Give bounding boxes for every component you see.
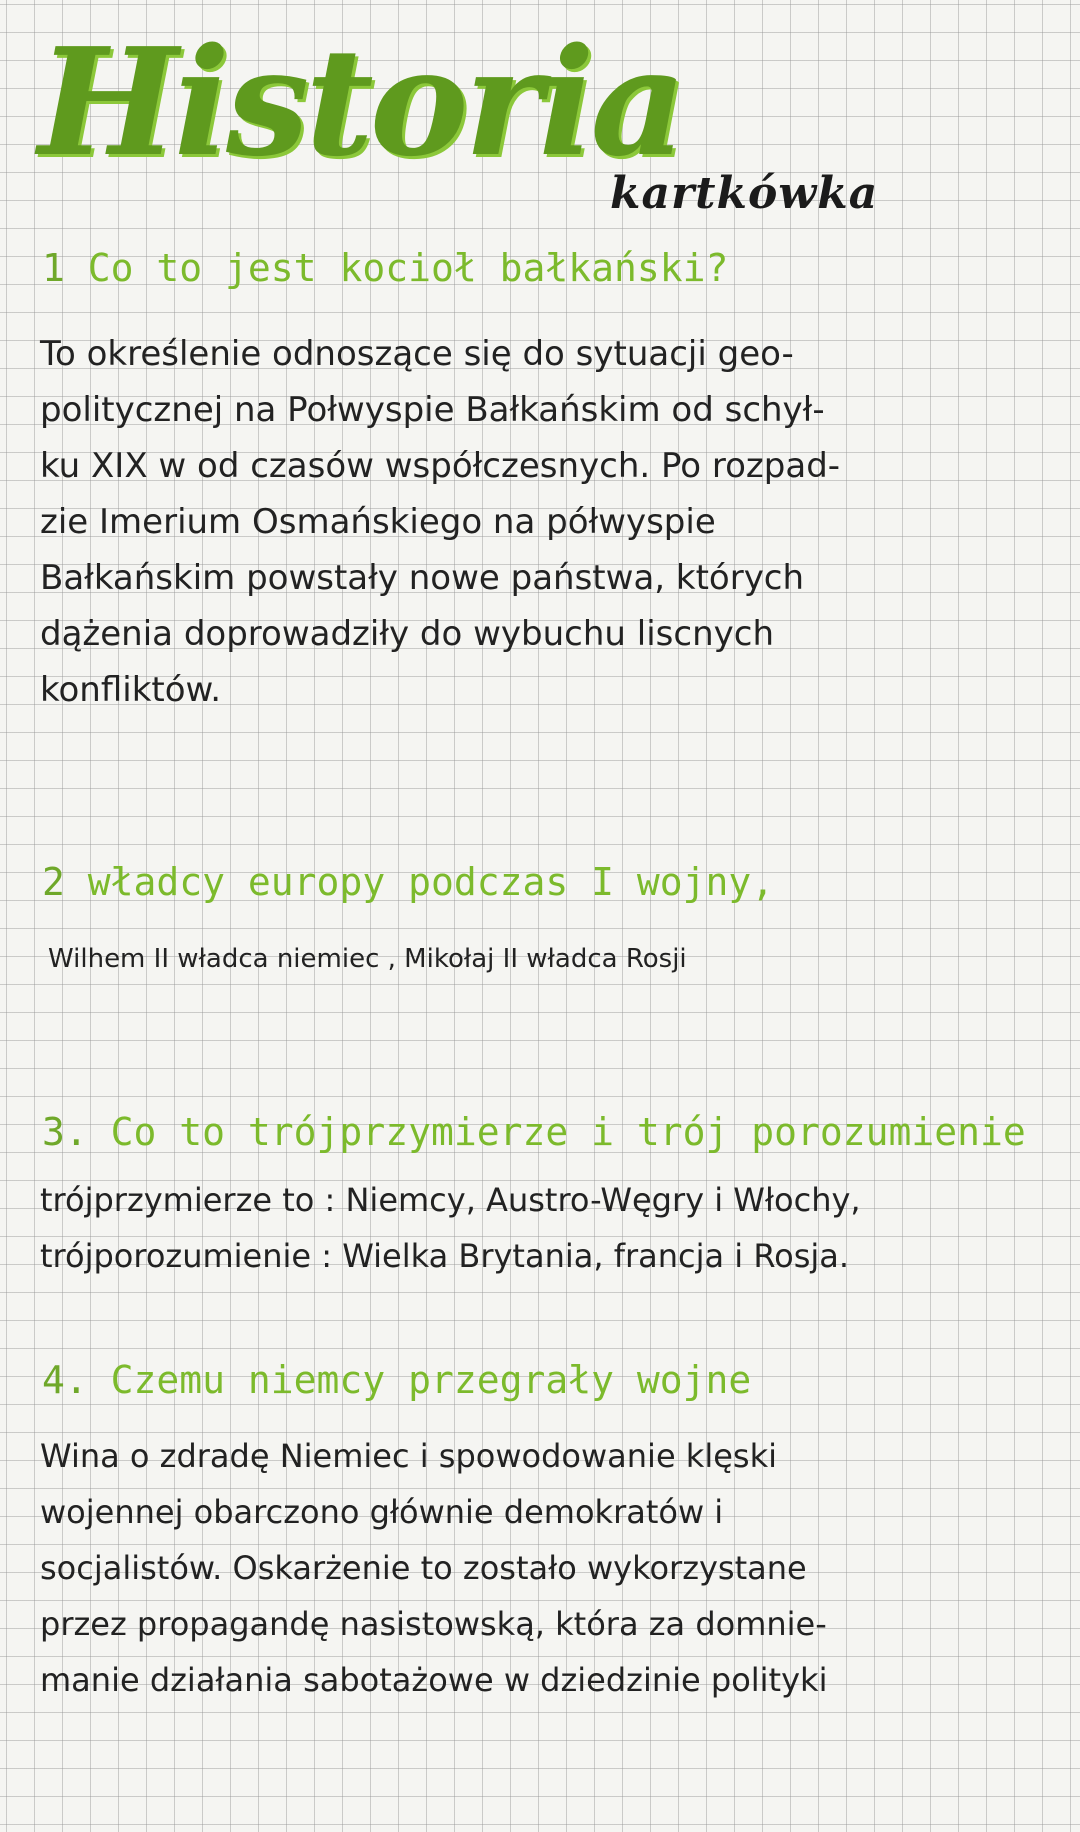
text-line: To określenie odnoszące się do sytuacji geo- [40,334,794,374]
section-number: 4. [42,1358,88,1402]
section-2-body: Wilhem II władca niemiec , Mikołaj II władca Rosji [48,944,687,974]
section-heading-text: Co to trójprzymierze i trój porozumienie [110,1110,1026,1154]
text-line: ku XIX w od czasów współczesnych. Po rozpad- [40,446,841,486]
section-1-body [40,326,1050,718]
text-line: trójporozumienie : Wielka Brytania, francja i Rosja. [40,1237,850,1275]
text-line: Bałkańskim powstały nowe państwa, których [40,558,805,598]
text-line: manie działania sabotażowe w dziedzinie polityki [40,1661,828,1699]
text-line: trójprzymierze to : Niemcy, Austro-Węgry i Włochy, [40,1181,861,1219]
text-line: Wina o zdradę Niemiec i spowodowanie klęski [40,1437,777,1475]
text-line: socjalistów. Oskarżenie to zostało wykorzystane [40,1549,807,1587]
section-heading-text: Co to jest kocioł bałkański? [87,246,729,290]
section-4-heading [42,1358,751,1402]
section-4-body [40,1428,1050,1708]
page-subtitle: kartkówka [610,168,879,219]
section-3-body [40,1172,1050,1284]
section-heading-text: władcy europy podczas I wojny, [87,860,775,904]
section-number: 1 [42,246,65,290]
text-line: zie Imerium Osmańskiego na półwyspie [40,502,716,542]
text-line: przez propagandę nasistowską, która za domnie- [40,1605,827,1643]
section-2-heading [42,860,774,904]
section-number: 2 [42,860,65,904]
text-line: dążenia doprowadziły do wybuchu liscnych [40,614,774,654]
section-1-heading [42,246,728,290]
page-title: Historia [38,15,683,189]
text-line: politycznej na Połwyspie Bałkańskim od schył- [40,390,825,430]
text-line: konfliktów. [40,670,222,710]
section-number: 3. [42,1110,88,1154]
text-line: wojennej obarczono głównie demokratów i [40,1493,724,1531]
section-heading-text: Czemu niemcy przegrały wojne [110,1358,752,1402]
section-3-heading [42,1110,1026,1154]
